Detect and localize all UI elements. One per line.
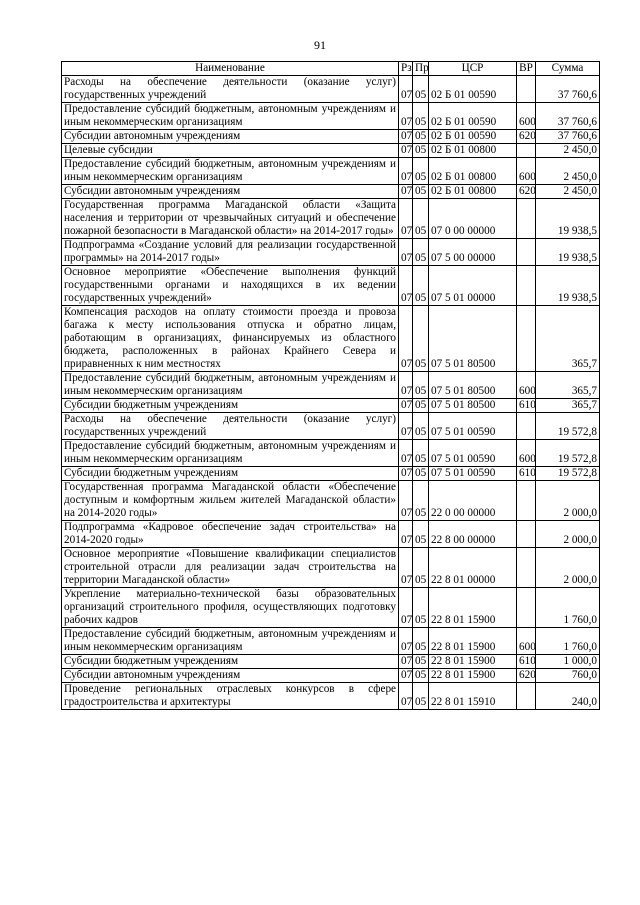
- cell-rz: 07: [399, 588, 413, 628]
- table-row: [62, 628, 600, 655]
- cell-csr: 22 8 01 15910: [429, 683, 517, 710]
- cell-csr: 02 Б 01 00800: [429, 144, 517, 158]
- cell-sum: 2 450,0: [536, 144, 600, 158]
- table-row: [62, 76, 600, 103]
- cell-name: Государственная программа Магаданской области «Обеспечение доступным и комфортным жильем жителей Магаданской области» на 2014-2020 годы»: [62, 481, 399, 521]
- table-row: [62, 185, 600, 199]
- cell-vr: [517, 266, 536, 306]
- table-row: [62, 158, 600, 185]
- header-pr: Пр: [413, 62, 429, 76]
- cell-csr: 07 5 01 00590: [429, 413, 517, 440]
- cell-csr: 02 Б 01 00590: [429, 76, 517, 103]
- cell-pr: 05: [413, 628, 429, 655]
- cell-pr: 05: [413, 185, 429, 199]
- cell-csr: 07 5 01 00590: [429, 440, 517, 467]
- cell-sum: 19 938,5: [536, 239, 600, 266]
- cell-sum: 365,7: [536, 372, 600, 399]
- table-row: [62, 372, 600, 399]
- cell-pr: 05: [413, 399, 429, 413]
- cell-vr: 620: [517, 130, 536, 144]
- cell-rz: 07: [399, 239, 413, 266]
- cell-name: Предоставление субсидий бюджетным, автономным учреждениям и иным некоммерческим организациям: [62, 103, 399, 130]
- cell-rz: 07: [399, 548, 413, 588]
- cell-sum: 2 000,0: [536, 481, 600, 521]
- cell-sum: 365,7: [536, 306, 600, 372]
- cell-name: Субсидии автономным учреждениям: [62, 185, 399, 199]
- cell-sum: 240,0: [536, 683, 600, 710]
- cell-rz: 07: [399, 440, 413, 467]
- header-csr: ЦСР: [429, 62, 517, 76]
- table-row: [62, 481, 600, 521]
- cell-vr: [517, 144, 536, 158]
- cell-pr: 05: [413, 655, 429, 669]
- cell-rz: 07: [399, 199, 413, 239]
- cell-name: Целевые субсидии: [62, 144, 399, 158]
- cell-name: Основное мероприятие «Повышение квалификации специалистов строительной отрасли для реализации задач строительства на территории Магаданской области»: [62, 548, 399, 588]
- cell-pr: 05: [413, 372, 429, 399]
- cell-name: Субсидии бюджетным учреждениям: [62, 655, 399, 669]
- cell-rz: 07: [399, 628, 413, 655]
- cell-sum: 19 572,8: [536, 467, 600, 481]
- cell-sum: 365,7: [536, 399, 600, 413]
- cell-csr: 07 0 00 00000: [429, 199, 517, 239]
- cell-pr: 05: [413, 158, 429, 185]
- cell-rz: 07: [399, 103, 413, 130]
- cell-pr: 05: [413, 588, 429, 628]
- table-row: [62, 103, 600, 130]
- cell-sum: 1 760,0: [536, 628, 600, 655]
- page-number: 91: [314, 38, 326, 52]
- cell-rz: 07: [399, 655, 413, 669]
- cell-sum: 2 000,0: [536, 521, 600, 548]
- cell-sum: 2 000,0: [536, 548, 600, 588]
- cell-rz: 07: [399, 144, 413, 158]
- cell-vr: 620: [517, 669, 536, 683]
- cell-pr: 05: [413, 548, 429, 588]
- cell-rz: 07: [399, 372, 413, 399]
- cell-name: Основное мероприятие «Обеспечение выполнения функций государственными органами и находящихся в их ведении государственных учреждений»: [62, 266, 399, 306]
- cell-sum: 1 000,0: [536, 655, 600, 669]
- cell-csr: 07 5 01 80500: [429, 399, 517, 413]
- cell-sum: 37 760,6: [536, 103, 600, 130]
- cell-vr: [517, 521, 536, 548]
- cell-vr: 610: [517, 399, 536, 413]
- cell-csr: 22 0 00 00000: [429, 481, 517, 521]
- cell-rz: 07: [399, 521, 413, 548]
- table-header-row: [62, 62, 600, 76]
- cell-csr: 22 8 01 00000: [429, 548, 517, 588]
- cell-csr: 02 Б 01 00590: [429, 103, 517, 130]
- table-row: [62, 655, 600, 669]
- cell-name: Укрепление материально-технической базы образовательных организаций строительного профиля, осуществляющих подготовку рабочих кадров: [62, 588, 399, 628]
- header-name: Наименование: [62, 62, 399, 76]
- cell-sum: 37 760,6: [536, 76, 600, 103]
- cell-csr: 02 Б 01 00800: [429, 158, 517, 185]
- cell-sum: 19 938,5: [536, 199, 600, 239]
- header-sum: Сумма: [536, 62, 600, 76]
- cell-csr: 02 Б 01 00590: [429, 130, 517, 144]
- cell-name: Субсидии автономным учреждениям: [62, 130, 399, 144]
- cell-vr: 600: [517, 372, 536, 399]
- cell-sum: 19 572,8: [536, 413, 600, 440]
- cell-pr: 05: [413, 521, 429, 548]
- cell-vr: 600: [517, 158, 536, 185]
- cell-rz: 07: [399, 683, 413, 710]
- cell-name: Субсидии бюджетным учреждениям: [62, 399, 399, 413]
- cell-csr: 07 5 01 00590: [429, 467, 517, 481]
- cell-name: Субсидии бюджетным учреждениям: [62, 467, 399, 481]
- cell-vr: [517, 683, 536, 710]
- cell-rz: 07: [399, 467, 413, 481]
- cell-name: Расходы на обеспечение деятельности (оказание услуг) государственных учреждений: [62, 76, 399, 103]
- table-row: [62, 413, 600, 440]
- cell-rz: 07: [399, 306, 413, 372]
- cell-pr: 05: [413, 669, 429, 683]
- table-row: [62, 239, 600, 266]
- table-row: [62, 588, 600, 628]
- cell-vr: [517, 199, 536, 239]
- cell-vr: [517, 588, 536, 628]
- cell-csr: 22 8 01 15900: [429, 588, 517, 628]
- cell-sum: 1 760,0: [536, 588, 600, 628]
- cell-rz: 07: [399, 76, 413, 103]
- cell-rz: 07: [399, 413, 413, 440]
- cell-rz: 07: [399, 130, 413, 144]
- cell-csr: 02 Б 01 00800: [429, 185, 517, 199]
- table-row: [62, 683, 600, 710]
- cell-pr: 05: [413, 467, 429, 481]
- cell-name: Субсидии автономным учреждениям: [62, 669, 399, 683]
- cell-csr: 07 5 01 80500: [429, 372, 517, 399]
- cell-sum: 19 938,5: [536, 266, 600, 306]
- cell-vr: [517, 548, 536, 588]
- cell-vr: [517, 481, 536, 521]
- cell-pr: 05: [413, 683, 429, 710]
- cell-csr: 22 8 01 15900: [429, 669, 517, 683]
- cell-pr: 05: [413, 103, 429, 130]
- cell-vr: 600: [517, 103, 536, 130]
- cell-csr: 07 5 00 00000: [429, 239, 517, 266]
- cell-name: Государственная программа Магаданской области «Защита населения и территории от чрезвычайных ситуаций и обеспечение пожарной безопасности в Магаданской области» на 2014-2017 годы»: [62, 199, 399, 239]
- cell-name: Подпрограмма «Кадровое обеспечение задач строительства» на 2014-2020 годы»: [62, 521, 399, 548]
- budget-table: [61, 61, 600, 710]
- cell-csr: 22 8 01 15900: [429, 628, 517, 655]
- cell-csr: 07 5 01 00000: [429, 266, 517, 306]
- cell-name: Подпрограмма «Создание условий для реализации государственной программы» на 2014-2017 годы»: [62, 239, 399, 266]
- cell-csr: 22 8 01 15900: [429, 655, 517, 669]
- cell-csr: 07 5 01 80500: [429, 306, 517, 372]
- cell-pr: 05: [413, 130, 429, 144]
- cell-sum: 19 572,8: [536, 440, 600, 467]
- cell-vr: [517, 306, 536, 372]
- cell-pr: 05: [413, 481, 429, 521]
- table-row: [62, 548, 600, 588]
- cell-pr: 05: [413, 76, 429, 103]
- cell-vr: 610: [517, 655, 536, 669]
- cell-pr: 05: [413, 199, 429, 239]
- cell-vr: [517, 413, 536, 440]
- cell-vr: [517, 76, 536, 103]
- cell-vr: [517, 239, 536, 266]
- cell-rz: 07: [399, 399, 413, 413]
- table-row: [62, 130, 600, 144]
- cell-sum: 2 450,0: [536, 185, 600, 199]
- cell-name: Предоставление субсидий бюджетным, автономным учреждениям и иным некоммерческим организациям: [62, 372, 399, 399]
- cell-vr: 620: [517, 185, 536, 199]
- cell-rz: 07: [399, 481, 413, 521]
- table-row: [62, 399, 600, 413]
- cell-pr: 05: [413, 413, 429, 440]
- cell-sum: 2 450,0: [536, 158, 600, 185]
- cell-name: Проведение региональных отраслевых конкурсов в сфере градостроительства и архитектуры: [62, 683, 399, 710]
- cell-pr: 05: [413, 440, 429, 467]
- cell-name: Расходы на обеспечение деятельности (оказание услуг) государственных учреждений: [62, 413, 399, 440]
- cell-name: Предоставление субсидий бюджетным, автономным учреждениям и иным некоммерческим организациям: [62, 440, 399, 467]
- cell-pr: 05: [413, 266, 429, 306]
- cell-pr: 05: [413, 144, 429, 158]
- cell-vr: 600: [517, 440, 536, 467]
- cell-pr: 05: [413, 239, 429, 266]
- table-row: [62, 199, 600, 239]
- table-row: [62, 467, 600, 481]
- table-row: [62, 521, 600, 548]
- cell-name: Компенсация расходов на оплату стоимости проезда и провоза багажа к месту использования отпуска и обратно лицам, работающим в организациях, финансируемых из областного бюджета, расположенных в районах Крайнего Севера и приравненных к ним местностях: [62, 306, 399, 372]
- cell-rz: 07: [399, 158, 413, 185]
- table-row: [62, 306, 600, 372]
- table-row: [62, 266, 600, 306]
- cell-vr: 610: [517, 467, 536, 481]
- cell-sum: 37 760,6: [536, 130, 600, 144]
- cell-rz: 07: [399, 185, 413, 199]
- header-vr: ВР: [517, 62, 536, 76]
- cell-vr: 600: [517, 628, 536, 655]
- cell-pr: 05: [413, 306, 429, 372]
- cell-name: Предоставление субсидий бюджетным, автономным учреждениям и иным некоммерческим организациям: [62, 628, 399, 655]
- cell-rz: 07: [399, 669, 413, 683]
- table-body: [62, 76, 600, 710]
- table-row: [62, 440, 600, 467]
- header-rz: Рз: [399, 62, 413, 76]
- table-row: [62, 669, 600, 683]
- cell-rz: 07: [399, 266, 413, 306]
- cell-name: Предоставление субсидий бюджетным, автономным учреждениям и иным некоммерческим организациям: [62, 158, 399, 185]
- cell-sum: 760,0: [536, 669, 600, 683]
- table-row: [62, 144, 600, 158]
- cell-csr: 22 8 00 00000: [429, 521, 517, 548]
